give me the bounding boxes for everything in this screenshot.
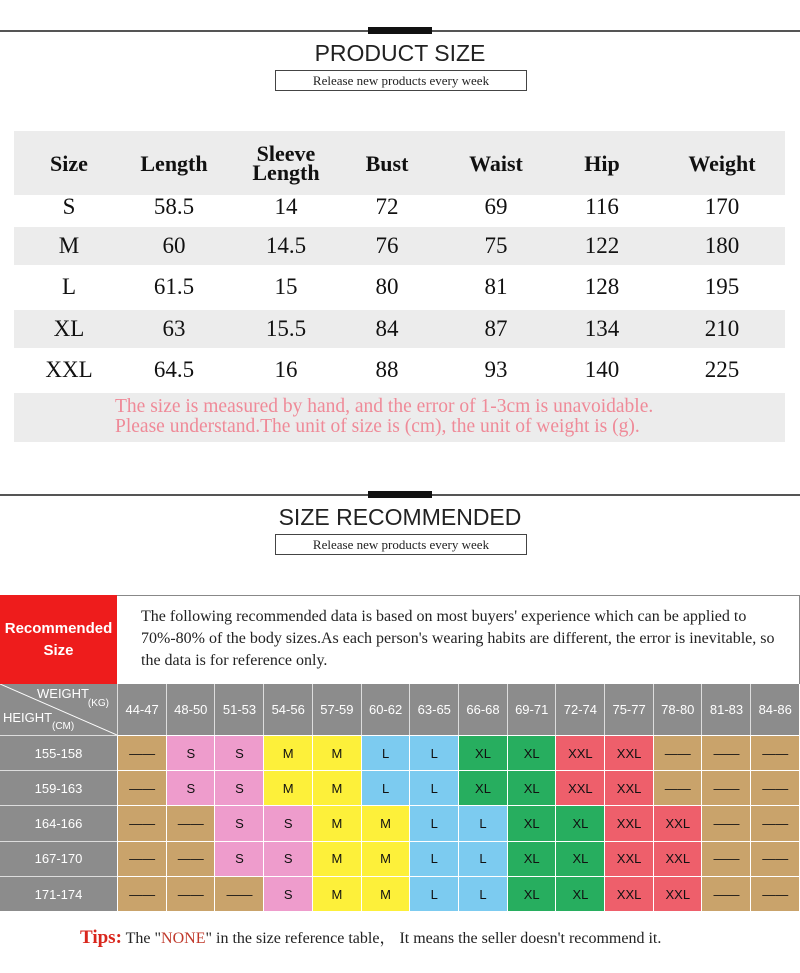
- recommend-cell: ——: [117, 770, 166, 806]
- recommend-cell: ——: [750, 805, 799, 841]
- recommend-cell: M: [312, 735, 361, 771]
- recommend-cell: ——: [701, 841, 750, 877]
- recommend-cell: S: [166, 735, 215, 771]
- weight-range-header: 84-86: [750, 684, 799, 735]
- recommend-cell: ——: [701, 876, 750, 912]
- recommend-cell: M: [361, 805, 410, 841]
- size-cell: 80: [375, 274, 399, 299]
- recommend-cell: ——: [750, 735, 799, 771]
- recommended-label-line2: Size: [43, 641, 74, 659]
- size-header-6: Weight: [688, 150, 756, 176]
- recommend-cell: S: [214, 770, 263, 806]
- recommend-cell: XL: [507, 876, 556, 912]
- size-cell: 60: [162, 233, 186, 258]
- recommend-cell: ——: [701, 805, 750, 841]
- size-recommended-subtitle: Release new products every week: [275, 534, 527, 555]
- size-cell: 75: [484, 233, 508, 258]
- recommend-cell: L: [458, 841, 507, 877]
- size-cell: 116: [585, 194, 619, 219]
- recommend-cell: XL: [458, 735, 507, 771]
- size-cell: 81: [484, 274, 508, 299]
- recommend-cell: ——: [117, 876, 166, 912]
- weight-height-corner: [0, 684, 117, 735]
- height-range-header: 171-174: [0, 876, 117, 912]
- recommend-cell: M: [312, 841, 361, 877]
- product-size-subtitle: Release new products every week: [275, 70, 527, 91]
- recommend-cell: XL: [507, 735, 556, 771]
- size-header-1: Length: [140, 150, 208, 176]
- recommend-table: [0, 595, 800, 916]
- sleeve-length-word: Length: [252, 160, 320, 185]
- recommend-cell: L: [409, 876, 458, 912]
- recommend-cell: XXL: [653, 841, 702, 877]
- size-cell: 84: [375, 316, 399, 341]
- note-line-2: Please understand.The unit of size is (cm), the unit of weight is (g).: [115, 416, 640, 437]
- weight-unit: (KG): [87, 698, 109, 709]
- size-header-4: Waist: [469, 150, 523, 176]
- tips-line: [80, 925, 661, 949]
- size-cell: 134: [584, 316, 620, 341]
- size-row: [14, 351, 785, 389]
- size-row: [14, 188, 785, 226]
- size-cell: 140: [584, 357, 620, 382]
- weight-range-header: 72-74: [555, 684, 604, 735]
- recommend-cell: XL: [507, 841, 556, 877]
- recommend-cell: ——: [117, 805, 166, 841]
- weight-range-header: 78-80: [653, 684, 702, 735]
- recommend-cell: XXL: [653, 876, 702, 912]
- recommend-cell: ——: [653, 770, 702, 806]
- recommend-cell: XL: [458, 770, 507, 806]
- size-cell: 61.5: [153, 274, 195, 299]
- recommend-cell: L: [409, 841, 458, 877]
- weight-range-header: 54-56: [263, 684, 312, 735]
- size-cell: 195: [704, 274, 740, 299]
- size-header-3: Bust: [365, 150, 409, 176]
- weight-range-header: 48-50: [166, 684, 215, 735]
- size-row: [14, 268, 785, 306]
- size-table-header: [14, 131, 785, 195]
- size-cell: XL: [53, 316, 85, 341]
- weight-range-header: 63-65: [409, 684, 458, 735]
- size-cell: 15: [274, 274, 298, 299]
- recommend-cell: XL: [555, 841, 604, 877]
- recommend-cell: XL: [507, 770, 556, 806]
- recommend-cell: XL: [555, 805, 604, 841]
- size-cell: 210: [704, 316, 740, 341]
- section-divider-bar: [368, 491, 432, 498]
- recommend-cell: XL: [555, 876, 604, 912]
- size-cell: 122: [584, 233, 620, 258]
- size-cell: 180: [704, 233, 740, 258]
- tips-text-before: The ": [121, 930, 162, 947]
- recommend-cell: M: [312, 770, 361, 806]
- height-unit: (CM): [52, 721, 75, 732]
- size-cell: 76: [375, 233, 399, 258]
- recommend-cell: ——: [166, 805, 215, 841]
- tips-label: Tips:: [80, 927, 122, 948]
- size-cell: 72: [375, 194, 399, 219]
- size-cell: 88: [375, 357, 399, 382]
- size-cell: S: [62, 194, 76, 219]
- recommend-cell: XL: [507, 805, 556, 841]
- recommend-cell: L: [409, 805, 458, 841]
- size-cell: M: [58, 233, 80, 258]
- recommend-cell: L: [361, 735, 410, 771]
- recommended-label-line1: Recommended: [4, 619, 113, 637]
- recommend-cell: ——: [750, 876, 799, 912]
- recommend-cell: ——: [701, 770, 750, 806]
- recommend-cell: ——: [214, 876, 263, 912]
- size-cell: 14.5: [265, 233, 307, 258]
- recommend-cell: S: [214, 805, 263, 841]
- product-size-title: PRODUCT SIZE: [314, 40, 486, 66]
- sleeve-length-word: Sleeve: [256, 141, 316, 166]
- recommend-cell: XXL: [604, 735, 653, 771]
- size-header-2: [231, 131, 341, 195]
- recommend-cell: L: [409, 735, 458, 771]
- recommend-cell: L: [458, 805, 507, 841]
- note-line-1: The size is measured by hand, and the error of 1-3cm is unavoidable.: [115, 396, 654, 417]
- recommend-cell: ——: [750, 841, 799, 877]
- recommend-cell: S: [263, 841, 312, 877]
- recommend-cell: M: [361, 841, 410, 877]
- size-header-5: Hip: [584, 150, 620, 176]
- size-cell: 69: [484, 194, 508, 219]
- recommend-cell: M: [312, 876, 361, 912]
- size-cell: 63: [162, 316, 186, 341]
- recommend-cell: ——: [653, 735, 702, 771]
- weight-label: WEIGHT: [37, 686, 89, 701]
- recommend-cell: M: [312, 805, 361, 841]
- recommend-cell: ——: [166, 841, 215, 877]
- size-cell: L: [61, 274, 77, 299]
- weight-range-header: 75-77: [604, 684, 653, 735]
- size-recommended-title: SIZE RECOMMENDED: [278, 504, 522, 530]
- recommend-description: The following recommended data is based on most buyers' experience which can be applied to 70%-80% of the body sizes.As each person's wearing habits are different, the error is inevitable, so the data is for reference only.: [117, 595, 800, 684]
- recommend-cell: ——: [701, 735, 750, 771]
- section-divider-bar: [368, 27, 432, 34]
- size-cell: XXL: [45, 357, 93, 382]
- weight-range-header: 81-83: [701, 684, 750, 735]
- recommend-cell: S: [263, 876, 312, 912]
- recommend-cell: S: [166, 770, 215, 806]
- size-cell: 14: [274, 194, 298, 219]
- size-cell: 93: [484, 357, 508, 382]
- weight-range-header: 44-47: [117, 684, 166, 735]
- weight-range-header: 51-53: [214, 684, 263, 735]
- tips-text-after: " in the size reference table， It means the seller doesn't recommend it.: [205, 930, 662, 947]
- size-row: [14, 310, 785, 348]
- size-cell: 15.5: [265, 316, 307, 341]
- weight-range-header: 60-62: [361, 684, 410, 735]
- recommend-cell: S: [263, 805, 312, 841]
- size-table-note: [14, 393, 785, 442]
- recommend-cell: L: [361, 770, 410, 806]
- size-cell: 58.5: [153, 194, 195, 219]
- recommend-cell: ——: [117, 735, 166, 771]
- recommend-cell: ——: [166, 876, 215, 912]
- recommend-cell: XXL: [604, 805, 653, 841]
- height-range-header: 167-170: [0, 841, 117, 877]
- size-cell: 16: [274, 357, 298, 382]
- recommend-cell: XXL: [555, 735, 604, 771]
- weight-range-header: 66-68: [458, 684, 507, 735]
- recommend-cell: M: [361, 876, 410, 912]
- recommend-cell: XXL: [604, 770, 653, 806]
- size-cell: 170: [704, 194, 740, 219]
- recommend-cell: L: [458, 876, 507, 912]
- recommend-cell: L: [409, 770, 458, 806]
- size-header-0: Size: [50, 150, 88, 176]
- recommend-cell: S: [214, 841, 263, 877]
- recommend-cell: XXL: [653, 805, 702, 841]
- size-cell: 225: [704, 357, 740, 382]
- weight-range-header: 69-71: [507, 684, 556, 735]
- recommend-cell: XXL: [555, 770, 604, 806]
- size-cell: 87: [484, 316, 508, 341]
- recommend-cell: XXL: [604, 876, 653, 912]
- weight-range-header: 57-59: [312, 684, 361, 735]
- recommended-size-label: [0, 595, 117, 684]
- recommend-cell: S: [214, 735, 263, 771]
- recommend-cell: M: [263, 735, 312, 771]
- recommend-cell: M: [263, 770, 312, 806]
- recommend-cell: ——: [117, 841, 166, 877]
- size-cell: 128: [584, 274, 620, 299]
- recommend-cell: ——: [750, 770, 799, 806]
- size-row: [14, 227, 785, 265]
- size-cell: 64.5: [153, 357, 195, 382]
- height-range-header: 164-166: [0, 805, 117, 841]
- tips-none-word: NONE: [161, 930, 206, 947]
- height-range-header: 155-158: [0, 735, 117, 771]
- recommend-cell: XXL: [604, 841, 653, 877]
- height-range-header: 159-163: [0, 770, 117, 806]
- height-label: HEIGHT: [3, 710, 53, 725]
